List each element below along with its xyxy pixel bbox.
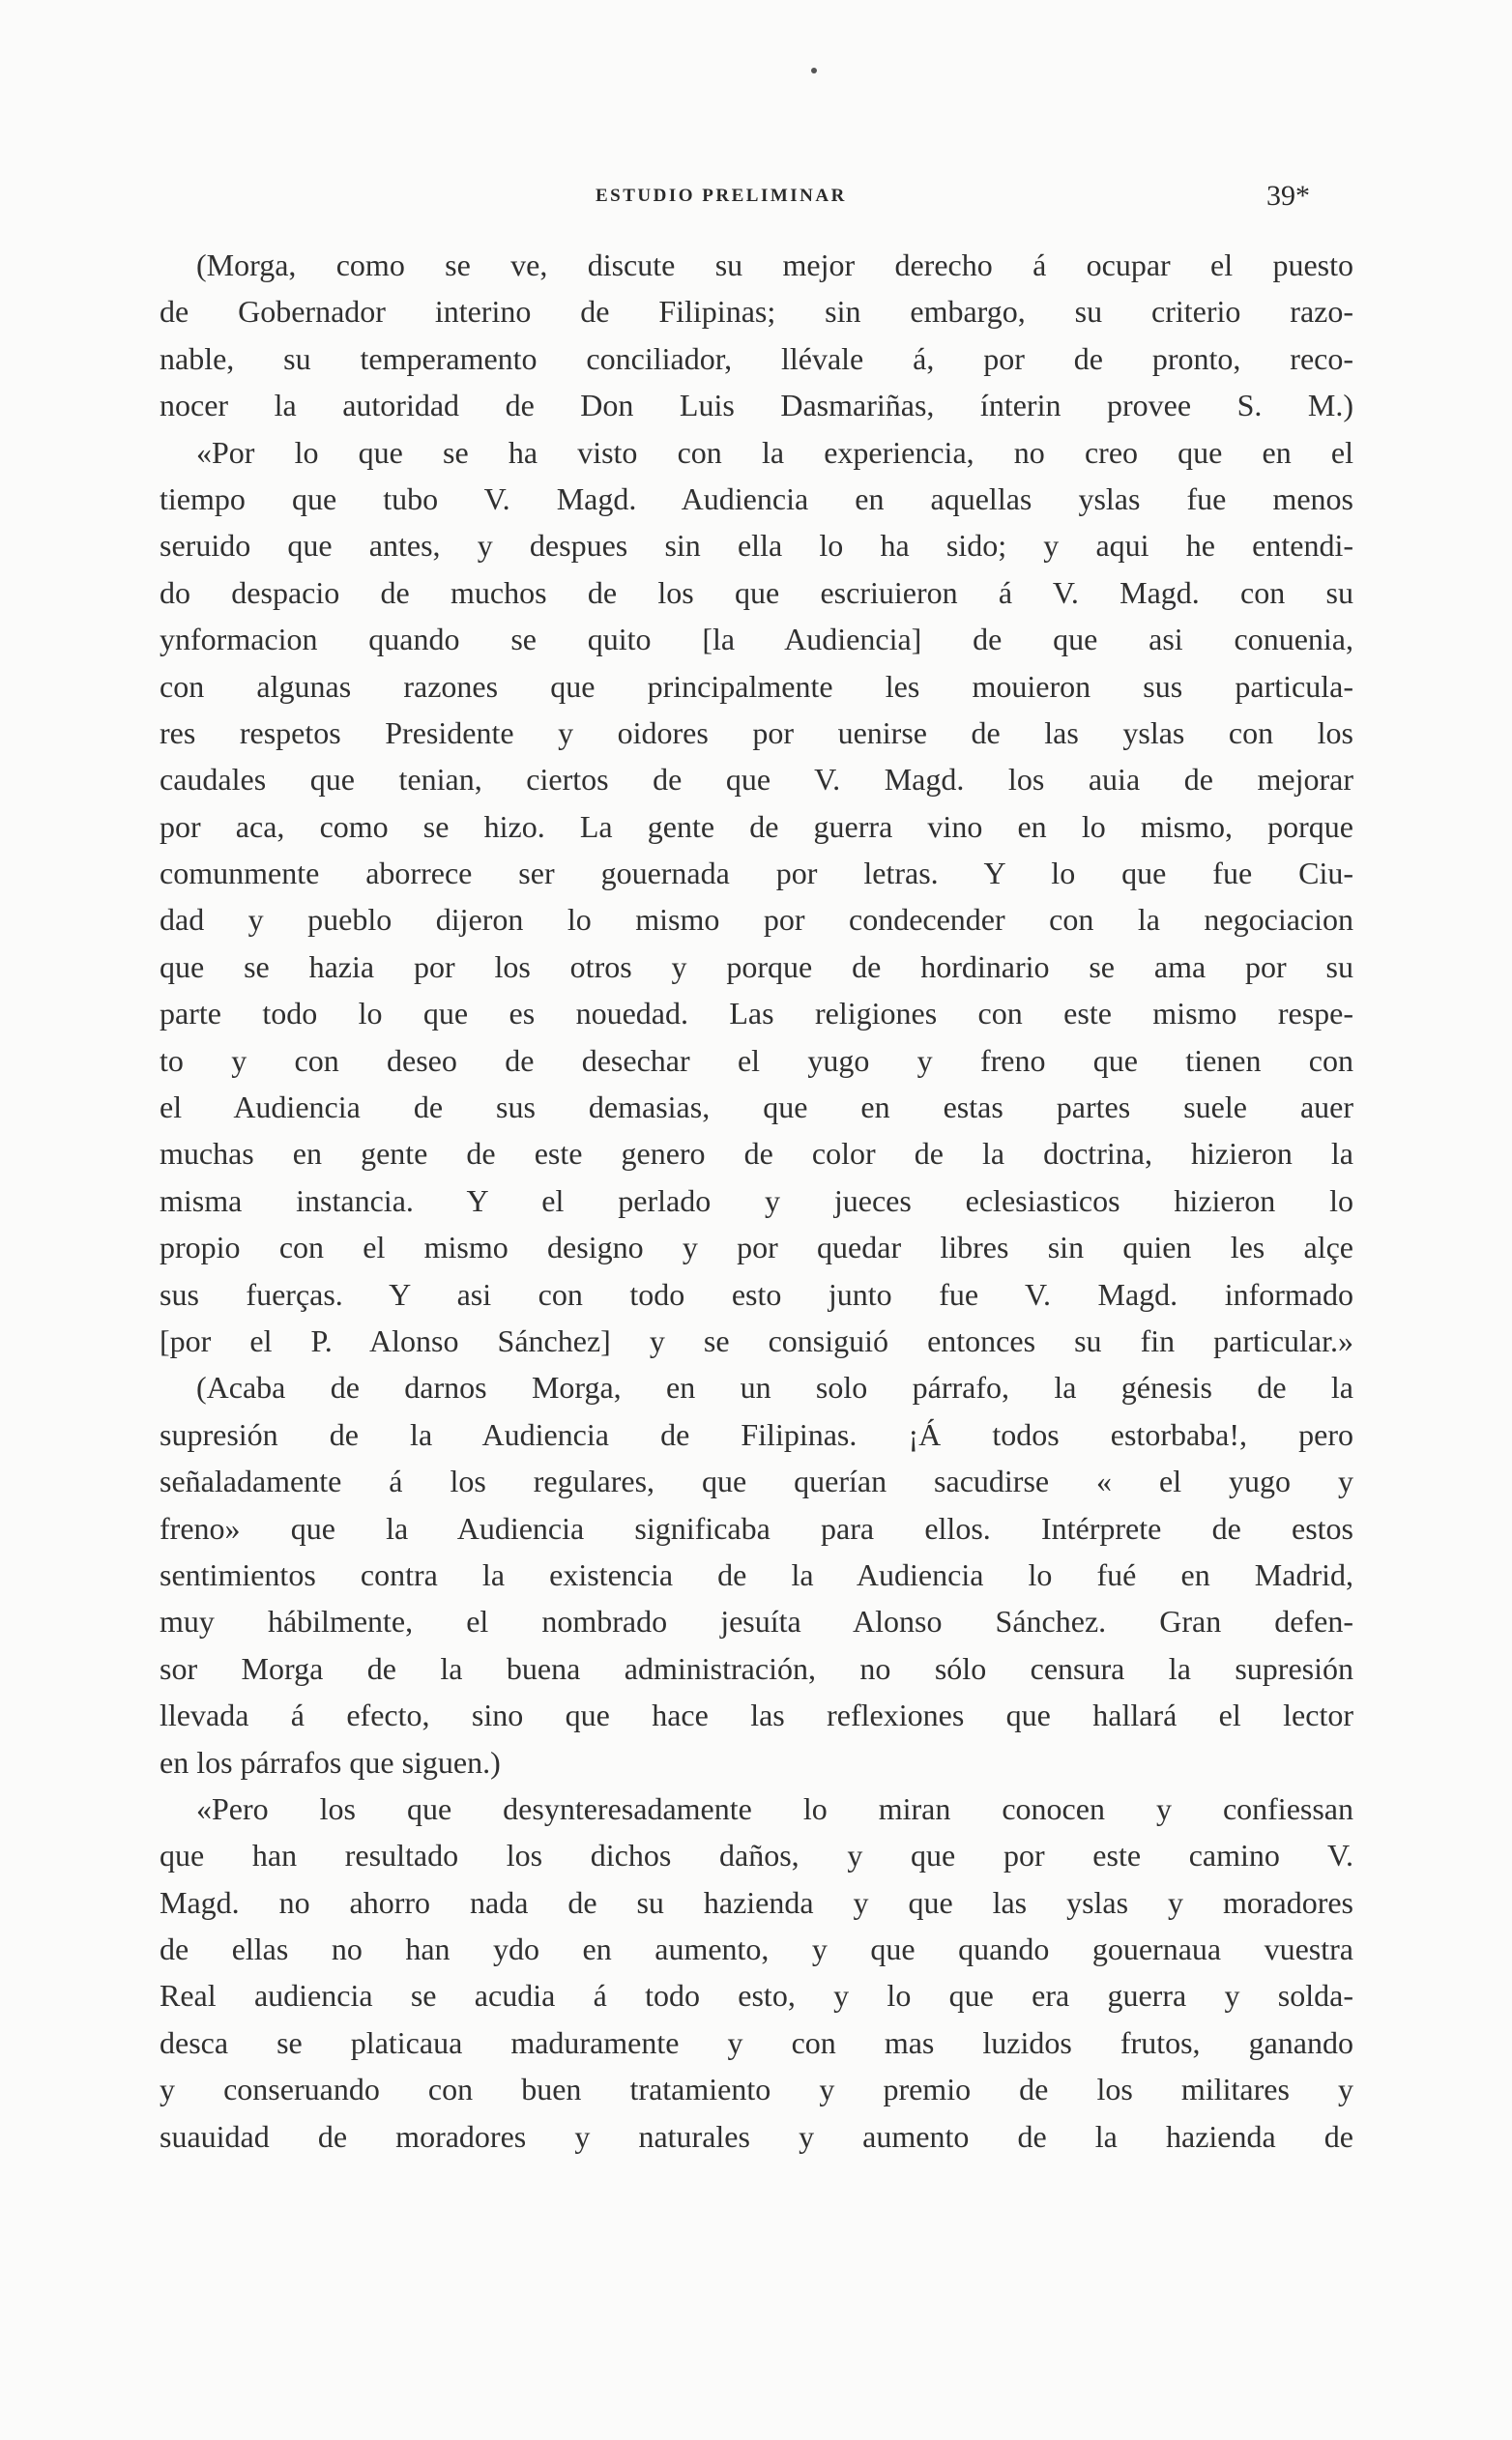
text-line: de ellas no han ydo en aumento, y que quando gouernaua vuestra [160,1932,1353,1967]
text-line: parte todo lo que es nouedad. Las religiones con este mismo respe- [160,996,1353,1031]
running-head-title: ESTUDIO PRELIMINAR [596,186,847,206]
text-line: dad y pueblo dijeron lo mismo por condecender con la negociacion [160,902,1353,938]
text-line: tiempo que tubo V. Magd. Audiencia en aquellas yslas fue menos [160,480,1353,516]
text-line: que se hazia por los otros y porque de hordinario se ama por su [160,948,1353,984]
text-line: sus fuerças. Y asi con todo esto junto fue V. Magd. informado [160,1276,1353,1312]
text-line: propio con el mismo designo y por quedar libres sin quien les alçe [160,1230,1353,1265]
text-line: llevada á efecto, sino que hace las reflexiones que hallará el lector [160,1698,1353,1733]
page-number: 39* [1266,180,1310,212]
text-line: freno» que la Audiencia significaba para ellos. Intérprete de estos [160,1510,1353,1546]
body-text [160,242,1353,2160]
ink-speck [811,68,817,73]
text-line: (Morga, como se ve, discute su mejor derecho á ocupar el puesto [196,247,1353,282]
text-line: [por el P. Alonso Sánchez] y se consiguió entonces su fin particular.» [160,1322,1353,1358]
text-line: muy hábilmente, el nombrado jesuíta Alonso Sánchez. Gran defen- [160,1604,1353,1640]
text-line: desca se platicaua maduramente y con mas luzidos frutos, ganando [160,2024,1353,2060]
text-line: «Por lo que se ha visto con la experiencia, no creo que en el [196,434,1353,470]
text-line: por aca, como se hizo. La gente de guerra vino en lo mismo, porque [160,808,1353,844]
text-line: nocer la autoridad de Don Luis Dasmariñas, ínterin provee S. M.) [160,388,1353,423]
text-line: comunmente aborrece ser gouernada por letras. Y lo que fue Ciu- [160,856,1353,891]
text-line: el Audiencia de sus demasias, que en estas partes suele auer [160,1089,1353,1125]
text-line: Real audiencia se acudia á todo esto, y lo que era guerra y solda- [160,1978,1353,2014]
text-line: de Gobernador interino de Filipinas; sin embargo, su criterio razo- [160,294,1353,330]
text-line: en los párrafos que siguen.) [160,1744,501,1780]
running-head [0,180,1512,215]
text-line: Magd. no ahorro nada de su hazienda y que las yslas y moradores [160,1884,1353,1920]
text-line: do despacio de muchos de los que escriuieron á V. Magd. con su [160,574,1353,610]
text-line: y conseruando con buen tratamiento y premio de los militares y [160,2072,1353,2107]
text-line: muchas en gente de este genero de color de la doctrina, hizieron la [160,1136,1353,1172]
text-line: caudales que tenian, ciertos de que V. Magd. los auia de mejorar [160,762,1353,798]
text-line: que han resultado los dichos daños, y que por este camino V. [160,1838,1353,1874]
text-line: seruido que antes, y despues sin ella lo ha sido; y aqui he entendi- [160,528,1353,564]
text-line: sentimientos contra la existencia de la Audiencia lo fué en Madrid, [160,1556,1353,1592]
text-line: misma instancia. Y el perlado y jueces eclesiasticos hizieron lo [160,1182,1353,1218]
text-line: supresión de la Audiencia de Filipinas. ¡Á todos estorbaba!, pero [160,1416,1353,1452]
text-line: suauidad de moradores y naturales y aumento de la hazienda de [160,2118,1353,2154]
text-line: res respetos Presidente y oidores por uenirse de las yslas con los [160,714,1353,750]
text-line: sor Morga de la buena administración, no sólo censura la supresión [160,1650,1353,1686]
text-line: to y con deseo de desechar el yugo y freno que tienen con [160,1042,1353,1078]
text-line: «Pero los que desynteresadamente lo miran conocen y confiessan [196,1790,1353,1826]
text-line: con algunas razones que principalmente les mouieron sus particula- [160,668,1353,704]
text-line: (Acaba de darnos Morga, en un solo párrafo, la génesis de la [196,1370,1353,1406]
text-line: ynformacion quando se quito [la Audiencia] de que asi conuenia, [160,622,1353,657]
text-line: nable, su temperamento conciliador, llévale á, por de pronto, reco- [160,340,1353,376]
text-line: señaladamente á los regulares, que querían sacudirse « el yugo y [160,1464,1353,1499]
